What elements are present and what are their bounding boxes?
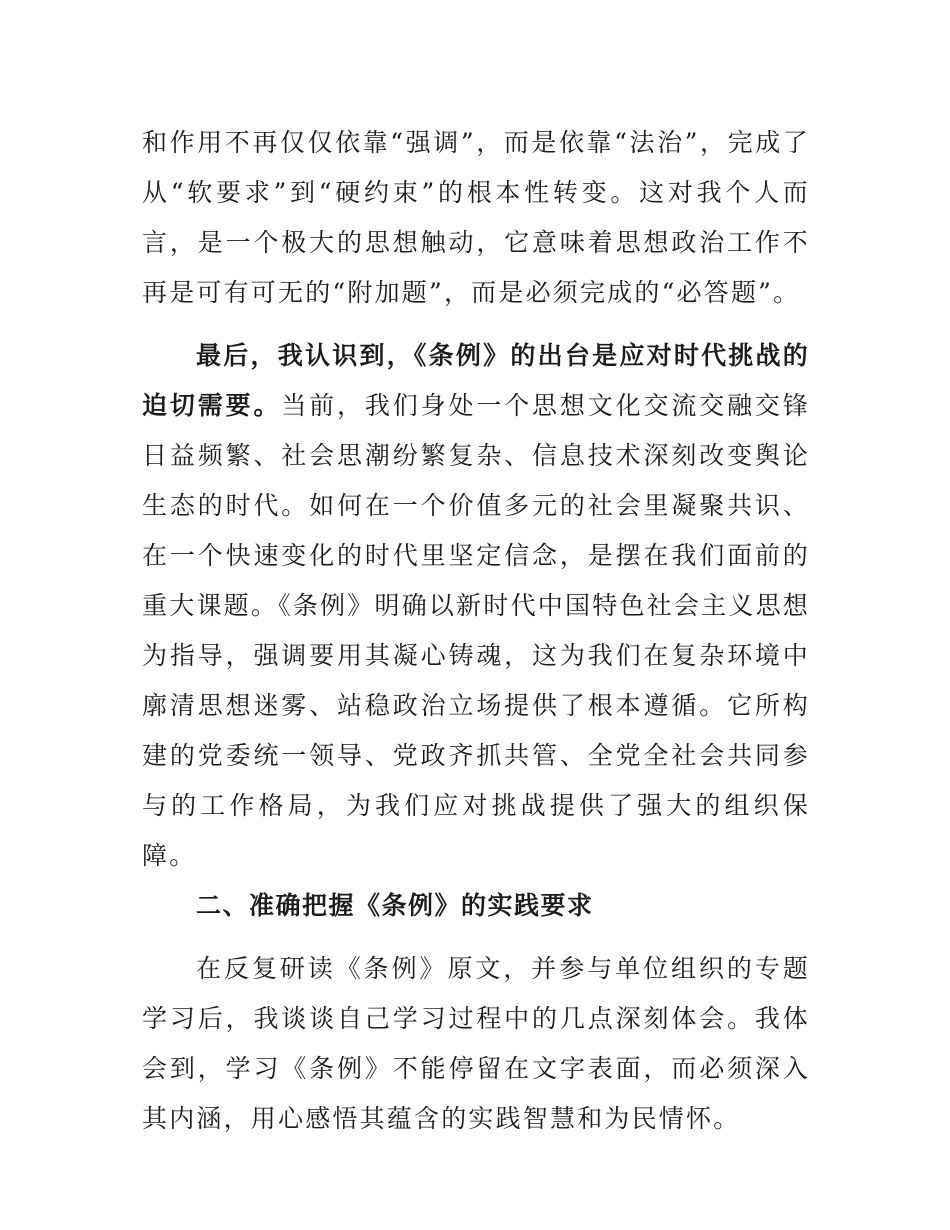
paragraph-study-reflection: 在反复研读《条例》原文，并参与单位组织的专题学习后，我谈谈自己学习过程中的几点深刻体会。我体会到，学习《条例》不能停留在文字表面，而必须深入其内涵，用心感悟其蕴含的实践智慧和为民情怀。	[142, 954, 810, 1133]
paragraph-continuation: 和作用不再仅仅依靠“强调”，而是依靠“法治”，完成了从“软要求”到“硬约束”的根本性转变。这对我个人而言，是一个极大的思想触动，它意味着思想政治工作不再是可有可无的“附加题”，而是必须完成的“必答题”。	[142, 128, 810, 307]
document-page	[142, 118, 810, 1144]
paragraph-body-text: 当前，我们身处一个思想文化交流交融交锋日益频繁、社会思潮纷繁复杂、信息技术深刻改变舆论生态的时代。如何在一个价值多元的社会里凝聚共识、在一个快速变化的时代里坚定信念，是摆在我们面前的重大课题。《条例》明确以新时代中国特色社会主义思想为指导，强调要用其凝心铸魂，这为我们在复杂环境中廓清思想迷雾、站稳政治立场提供了根本遵循。它所构建的党委统一领导、党政齐抓共管、全党全社会共同参与的工作格局，为我们应对挑战提供了强大的组织保障。	[142, 391, 810, 870]
paragraph-lead-sentence: 最后，我认识到，《条例》的出台是应对时代挑战的迫切需要。	[142, 341, 810, 420]
paragraph-era-challenges	[142, 331, 810, 881]
section-heading: 二、准确把握《条例》的实践要求	[196, 891, 594, 920]
